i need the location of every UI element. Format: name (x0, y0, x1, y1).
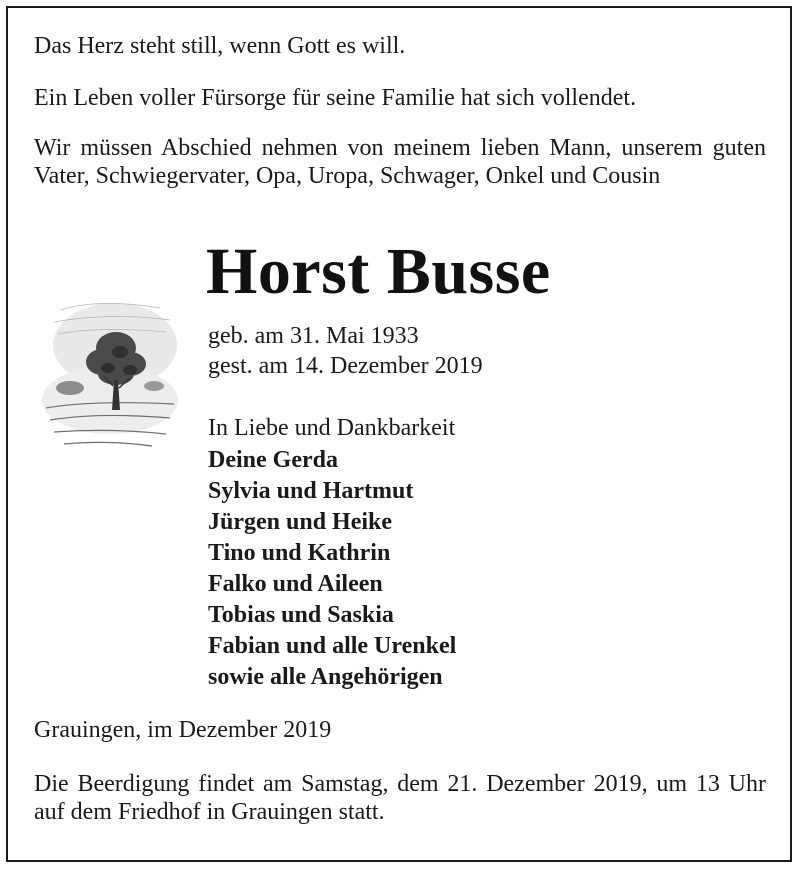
mourner-name: Deine Gerda (208, 447, 338, 473)
funeral-info: Die Beerdigung findet am Samstag, dem 21. Dezember 2019, um 13 Uhr auf dem Friedhof in Grauingen statt. (34, 771, 766, 825)
mourners-list (208, 445, 456, 693)
mourner-name: Falko und Aileen (208, 571, 383, 597)
mourner-name: Jürgen und Heike (208, 509, 393, 535)
mourner-name: Tino und Kathrin (208, 540, 391, 566)
intro-line-1: Das Herz steht still, wenn Gott es will. (34, 33, 406, 59)
deceased-name: Horst Busse (206, 235, 551, 308)
death-date: gest. am 14. Dezember 2019 (208, 353, 483, 379)
mourner-name: Fabian und alle Urenkel (208, 633, 457, 659)
mourner-name: Sylvia und Hartmut (208, 478, 414, 504)
mourner-name: Tobias und Saskia (208, 602, 394, 628)
birth-date: geb. am 31. Mai 1933 (208, 323, 419, 349)
mourner-name: sowie alle Angehörigen (208, 664, 443, 690)
tree-landscape-icon (40, 290, 180, 455)
mourners-heading: In Liebe und Dankbarkeit (208, 415, 456, 441)
intro-line-2: Ein Leben voller Fürsorge für seine Familie hat sich vollendet. (34, 85, 637, 111)
place-date: Grauingen, im Dezember 2019 (34, 717, 332, 743)
intro-line-3: Wir müssen Abschied nehmen von meinem lieben Mann, unserem guten Vater, Schwiegervater, Opa, Uropa, Schwager, Onkel und Cousin (34, 135, 766, 189)
